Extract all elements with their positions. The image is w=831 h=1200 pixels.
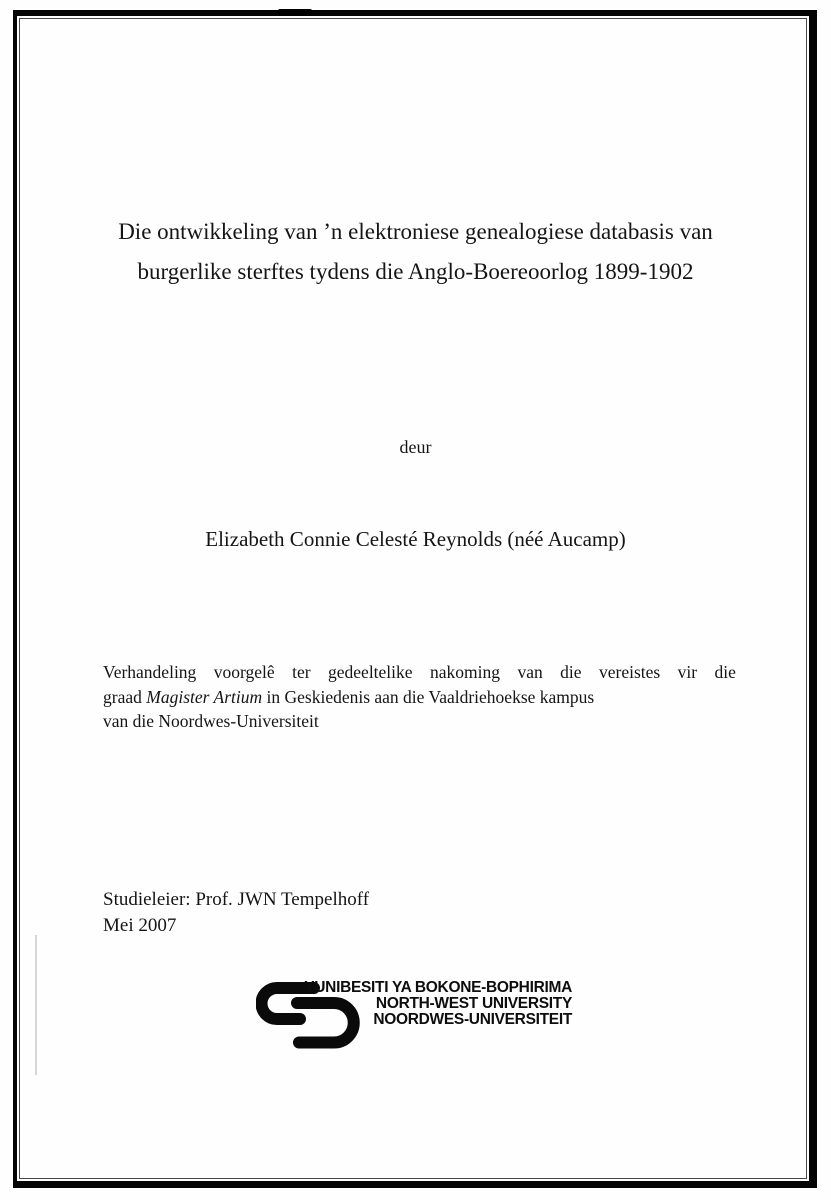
degree-statement-line-1: Verhandeling voorgelê ter gedeeltelike nakoming van die vereistes vir die (103, 662, 736, 682)
degree-statement-line-2-post: in Geskiedenis aan die Vaaldriehoekse kampus (262, 686, 595, 707)
scan-artifact-streak (35, 935, 37, 1075)
logo-text-setswana: YUNIBESITI YA BOKONE-BOPHIRIMA (304, 979, 572, 996)
supervisor-block (103, 887, 369, 939)
supervisor-line: Studieleier: Prof. JWN Tempelhoff (103, 889, 370, 910)
degree-statement-line-2 (103, 685, 736, 710)
author-name: Elizabeth Connie Celesté Reynolds (néé Aucamp) (205, 527, 626, 551)
degree-statement-line-3: van die Noordwes-Universiteit (103, 711, 319, 731)
byline-deur: deur (399, 437, 432, 457)
degree-statement (103, 660, 736, 734)
logo-text-afrikaans: NOORDWES-UNIVERSITEIT (373, 1011, 572, 1028)
logo-link-bottom-right (297, 1003, 354, 1043)
degree-name-italic: Magister Artium (146, 686, 263, 707)
date-line: Mei 2007 (103, 915, 177, 936)
logo-text-english: NORTH-WEST UNIVERSITY (375, 995, 572, 1012)
thesis-title-line-2: burgerlike sterftes tydens die Anglo-Boereoorlog 1899-1902 (137, 259, 694, 284)
thesis-title-line-1: Die ontwikkeling van ’n elektroniese genealogiese databasis van (118, 219, 713, 244)
scan-artifact-border-blotch (278, 9, 312, 16)
thesis-title (0, 212, 831, 292)
degree-statement-line-2-pre: graad (103, 686, 147, 707)
university-logo (256, 976, 572, 1056)
